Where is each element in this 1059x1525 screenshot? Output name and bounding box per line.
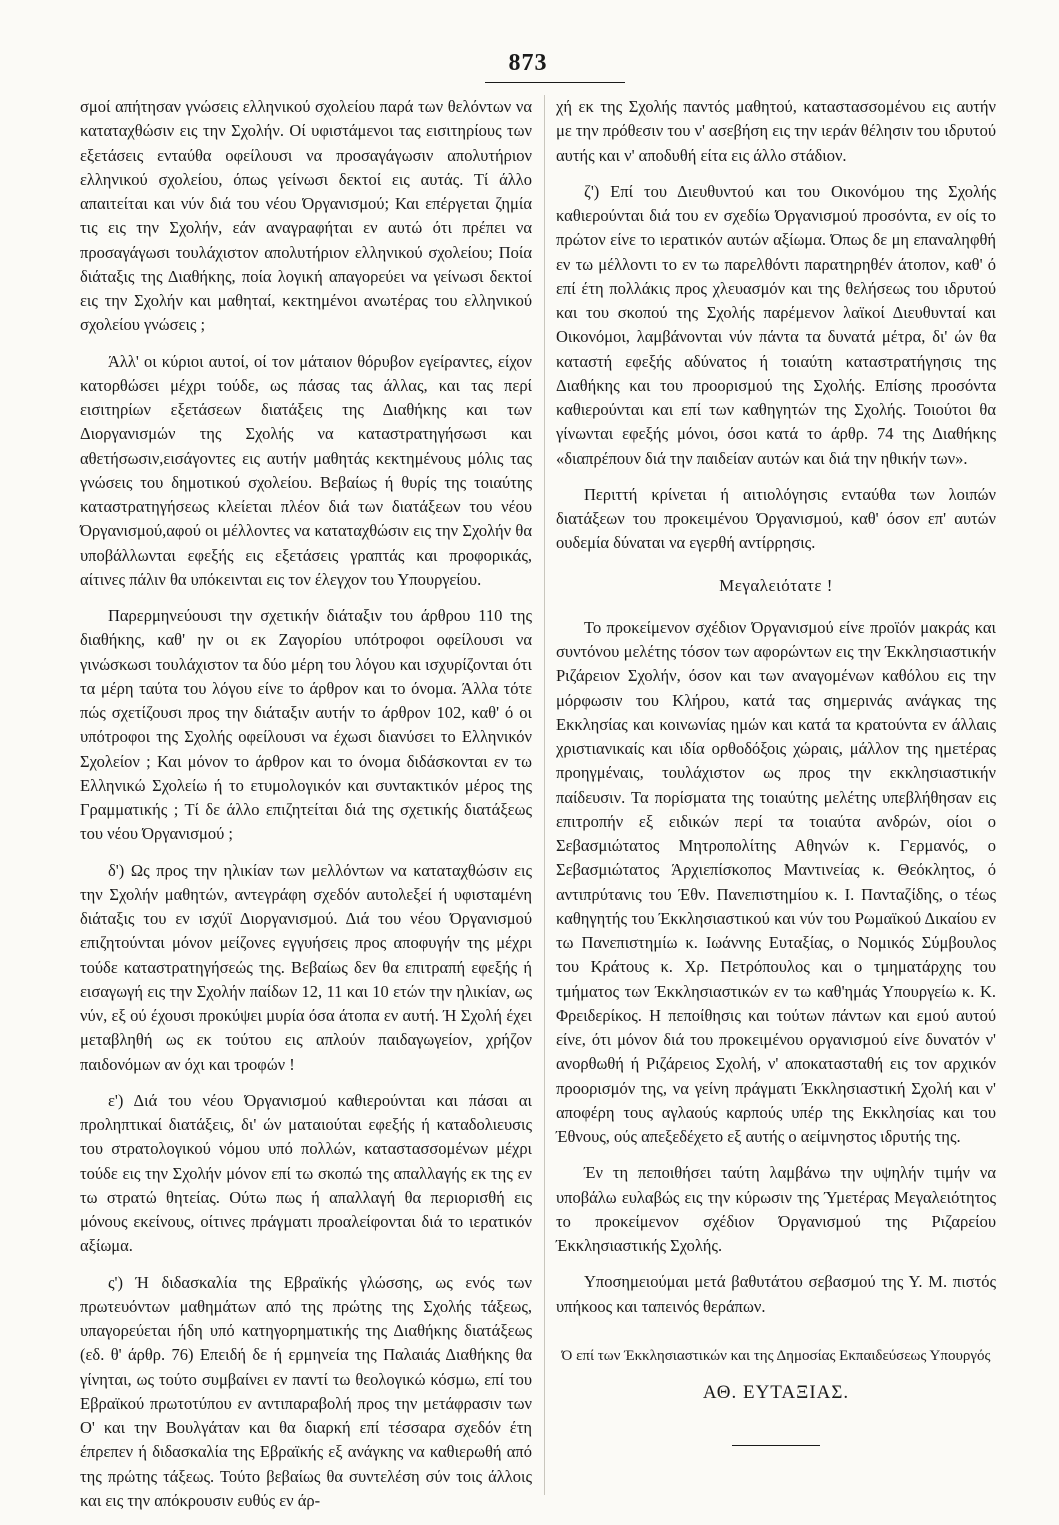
signature-role: Ό επί των Έκκλησιαστικών και της Δημοσίας Εκπαιδεύσεως Υπουργός [561,1347,991,1364]
column-divider [544,95,545,1495]
paragraph-continuation: σμοί απήτησαν γνώσεις ελληνικού σχολείου παρά των θελόντων να καταταχθώσιν εις την Σχολήν. Οί υφιστάμενοι τας εισιτηρίους των εξετάσεις ενταύθα οφείλουσι να προσαγάγωσιν απολυτήριον ελληνικού σχολείου, όπως γείνωσι δεκτοί εις αυτάς. Τί άλλο απαιτείται και νύν διά του νέου Όργανισμού; Και επέργεται ζημία τις εις την Σχολήν, εάν αναγραφήται εν αυτώ ότι πρέπει να προσαγάγωσι τουλάχιστον απολυτήριον ελληνικού σχολείου; Ποία διάταξις της Διαθήκης, ποία λογική απαγορεύει να γείνωσι δεκτοί εις την Σχολήν και μαθηταί, κεκτημένοι ανωτέρας του ελληνικού σχολείου γνώσεις ; [80,97,532,335]
paragraph: Παρερμηνεύουσι την σχετικήν διάταξιν του άρθρου 110 της διαθήκης, καθ' ην οι εκ Ζαγορίου υπότροφοι οφείλουσι να γινώσκωσι τουλάχιστον τα δύο μέρη του λόγου και ισχυρίζονται ότι τα μέρη ταύτα του λόγου είνε το άρθρον και το όνομα. Άλλα τότε πώς σχετίζουσι προς την διάταξιν αυτήν το άρθρον 102, καθ' ό οι υπότροφοι της Σχολής οφείλουσι να έχωσι διανύσει το Ελληνικόν Σχολείον ; Και μόνον το άρθρον και το όνομα διδάσκονται εν τω Ελληνικώ Σχολείω ή το ετυμολογικόν και συντακτικόν μέρος της Γραμματικής ; Τί δε άλλο επιζητείται διά της σχετικής διατάξεως του νέου Όργανισμού ; [80,606,532,844]
right-column [556,95,996,1446]
page-number: 873 [508,50,548,76]
paragraph: Άλλ' οι κύριοι αυτοί, οί τον μάταιον θόρυβον εγείραντες, είχον κατορθώσει μέχρι τούδε, ως πάσας τας άλλας, και τας περί εισιτηρίων εξετάσεων διατάξεις της Διαθήκης και των Διοργανισμών της Σχολής να καταστρατηγήσωσι και αθετήσωσιν,εισάγοντες εις αυτήν μαθητάς κεκτημένους μόλις τας γνώσεις του δημοτικού σχολείου. Βεβαίως ή θυρίς της τοιαύτης καταστρατηγήσεως κλείεται πλέον διά των διατάξεων του νέου Όργανισμού,αφού οι μέλλοντες να καταταχθώσιν εις την Σχολήν θα υποβάλλωνται εφεξής εις εξετάσεις γραπτάς και προφορικάς, αίτινες πάλιν θα υπόκεινται εις τον έλεγχον του Υπουργείου. [80,351,532,589]
paragraph-continuation: χή εκ της Σχολής παντός μαθητού, καταστασσομένου εις αυτήν με την πρόθεσιν του ν' ασεβήση εις την ιεράν θέλησιν του ιδρυτού αυτής και ν' αποδυθή είτα εις άλλο στάδιον. [556,97,996,165]
paragraph-section-z: ζ') Επί του Διευθυντού και του Οικονόμου της Σχολής καθιερούνται διά του εν σχεδίω Όργανισμού προσόντα, εν οίς το πρώτον είνε το ιερατικόν αυτών αξίωμα. Όπως δε μη επαναληφθή εν τω μέλλοντι το εν τω παρελθόντι παρατηρηθέν άτοπον, καθ' ό επί έτη πολλάκις προς χλευασμόν και της θελήσεως του ιδρυτού και του σκοπού της Σχολής παρέμενον λαϊκοί Διευθυνταί και Οικονόμοι, λαμβάνονται νύν πάντα τα δυνατά μέτρα, δι' ών θα καταστή εφεξής αδύνατος ή τοιαύτη καταστρατήγησις της Διαθήκης και του προορισμού της Σχολής. Επίσης προσόντα καθιερούνται και επί των καθηγητών της Σχολής. Τοιούτοι θα γίνωνται εφεξής μόνοι, όσοι κατά το άρθρ. 74 της Διαθήκης «διαπρέπουν διά την παιδείαν αυτών και διά την ηθικήν των». [556,181,996,468]
left-column [80,95,532,1525]
paragraph-section-e: ε') Διά του νέου Όργανισμού καθιερούνται και πάσαι αι προληπτικαί διατάξεις, δι' ών ματαιούται εφεξής ή καταδολιευσις του στρατολογικού νόμου υπό πολλών, καταστασσομένων μέχρι τούδε εις την Σχολήν μόνον επί τω σκοπώ της απαλλαγής εκ της εν τω στρατώ θητείας. Ούτω πως ή απαλλαγή θα περιορισθή εις μόνους εκείνους, οίτινες πράγματι προαλείφονται διά το ιερατικόν αξίωμα. [80,1090,532,1256]
paragraph: Έν τη πεποιθήσει ταύτη λαμβάνω την υψηλήν τιμήν να υποβάλω ευλαβώς εις την κύρωσιν της Ύμετέρας Μεγαλειότητος το προκείμενον σχέδιον Όργανισμού της Ριζαρείου Έκκλησιαστικής Σχολής. [556,1163,996,1255]
paragraph-section-d: δ') Ως προς την ηλικίαν των μελλόντων να καταταχθώσιν εις την Σχολήν μαθητών, αντεγράφη σχεδόν αυτολεξεί ή υφισταμένη διάταξις του εν ισχύϊ Διοργανισμού. Διά του νέου Όργανισμού επιζητούνται μόνον μείζονες εγγυήσεις προς αποφυγήν της μέχρι τούδε καταστρατηγήσεώς της. Βεβαίως δεν θα επιτραπή εφεξής ή εισαγωγή εις την Σχολήν παίδων 12, 11 και 10 ετών την ηλικίαν, ως νύν, εξ ού έχουσι προκύψει μυρία όσα άτοπα εν αυτή. Ή Σχολή έχει μεταβληθή ως εκ τούτου εις απλούν παιδαγωγείον, χρήζον παιδονόμων αν όχι και τροφών ! [80,860,532,1074]
paragraph: Το προκείμενον σχέδιον Όργανισμού είνε προϊόν μακράς και συντόνου μελέτης τόσον των αφορώντων εις την Έκκλησιαστικήν Ριζάρειον Σχολήν, όσον και των αναγομένων καθόλου εις την μόρφωσιν του Κλήρου, κατά τας σημερινάς ανάγκας της Εκκλησίας και κοινωνίας ημών και κατά τα κρατούντα εν άλλαις χριστιανικαίς και ιδία ορθοδόξοις χώραις, μάλλον της ημετέρας προηγμέναις, τουλάχιστον ως προς την εκκλησιαστικήν παίδευσιν. Τα πορίσματα της τοιαύτης μελέτης υπεβλήθησαν εις επιτροπήν εξ ειδικών περί τα τοιαύτα ανδρών, οίοι ο Σεβασμιώτατος Μητροπολίτης Αθηνών κ. Γερμανός, ο Σεβασμιώτατος Άρχιεπίσκοπος Μαντινείας κ. Θεόκλητος, ό αντιπρύτανις του Έθν. Πανεπιστημίου κ. Ι. Πανταζίδης, ο τέως καθηγητής του Έκκλησιαστικού και νύν του Ρωμαϊκού Δικαίου εν τω Πανεπιστημίω κ. Ιωάννης Ευταξίας, ο Νομικός Σύμβουλος του Κράτους κ. Χρ. Πετρόπουλος και ο τμηματάρχης του τμήματος των Έκκλησιαστικών εν τω καθ'ημάς Υπουργείω κ. Κ. Φρειδερίκος. Η πεποίθησις και τούτων πάντων και εμού αυτού είνε, ότι μόνον διά του προκειμένου οργανισμού είνε δυνατόν ν' ανορθωθή ή Ριζάρειος Σχολή, ν' αποκατασταθή εις τον αρχικόν προορισμόν της, να γείνη πράγματι Έκκλησιαστική Σχολή και ν' αποφέρη τους αγλαούς καρπούς υπέρ της Εκκλησίας και του Έθνους, ούς απεξεδέχετο εξ αυτής ο αείμνηστος ιδρυτής της. [556,617,996,1146]
signature-name: ΑΘ. ΕΥΤΑΞΙΑΣ. [702,1381,850,1403]
header-rule [485,82,625,83]
paragraph: Υποσημειούμαι μετά βαθυτάτου σεβασμού της Υ. Μ. πιστός υπήκοος και ταπεινός θεράπων. [556,1272,996,1316]
paragraph: Περιττή κρίνεται ή αιτιολόγησις ενταύθα των λοιπών διατάξεων του προκειμένου Όργανισμού, καθ' όσον επ' αυτών ουδεμία δύναται να εγερθή αντίρρησις. [556,484,996,553]
address-heading: Μεγαλειότατε ! [719,575,833,595]
paragraph-section-st: ς') Ή διδασκαλία της Εβραϊκής γλώσσης, ως ενός των πρωτευόντων μαθημάτων από της πρώτης της Σχολής τάξεως, υπαγορεύεται ήδη υπό κατηγορηματικής της Διαθήκης διατάξεως (εδ. θ' άρθρ. 76) Επειδή δε ή ερμηνεία της Παλαιάς Διαθήκης θα γίνηται, ως τούτο συμβαίνει εν παντί τω θεολογικώ κόσμω, επί του Εβραϊκού πρωτοτύπου εν αντιπαραβολή προς την μετάφρασιν των Ο' και την Βουλγάταν και θα διαρκή επί τέσσαρα σχεδόν έτη έπρεπεν ή διδασκαλία της Εβραϊκής εξ ανάγκης να καθιερωθή από της πρώτης τάξεως. Τούτο βεβαίως θα συντελέση σύν τοις άλλοις και εις την απόκρουσιν ευθύς εν άρ- [80,1272,532,1510]
closing-rule [732,1445,820,1446]
